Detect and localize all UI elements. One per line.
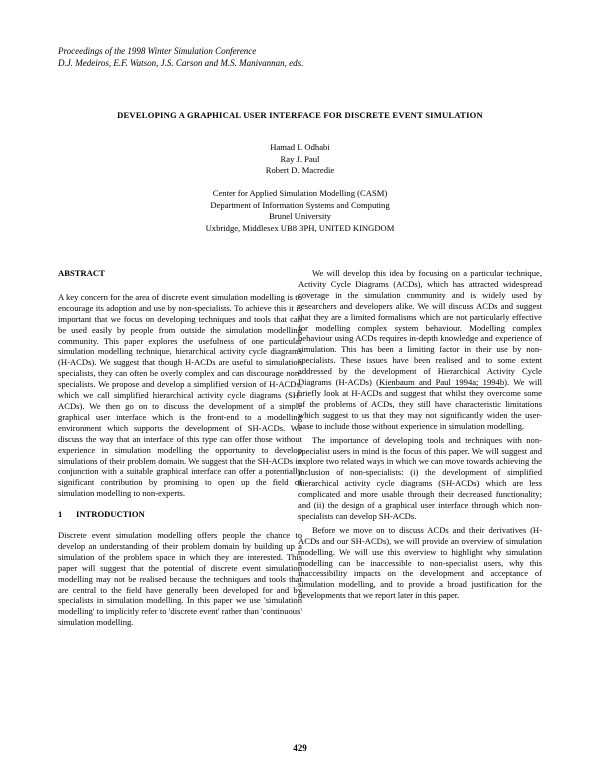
right-column <box>298 268 542 601</box>
proceedings-line-1: Proceedings of the 1998 Winter Simulation Conference <box>58 46 257 56</box>
affiliation-line: Center for Applied Simulation Modelling (CASM) <box>212 188 388 198</box>
affiliation-line: Department of Information Systems and Computing <box>210 199 390 210</box>
abstract-text: A key concern for the area of discrete event simulation modelling is to encourage its adoption and use by non-specialists. To achieve this it is important that we focus on developing techniques and tools that can be used easily by people from outside the simulation modelling community. This paper explores the usefulness of one particular simulation modelling technique, hierarchical activity cycle diagrams (H-ACDs). We suggest that though H-ACDs are useful to simulation specialists, they can often be overly complex and can discourage non-specialists. We propose and develop a simplified version of H-ACDs, which we call simplified hierarchical activity cycle diagrams (SH-ACDs). We then go on to discuss the development of a simple graphical user interface which is the front-end to a modelling environment which supports the development of SH-ACDs. We discuss the way that an interface of this type can offer those without experience in simulation modelling the opportunity to develop simulations of their problem domain. We suggest that the SH-ACDs in conjunction with a suitable graphical interface can offer a potentially significant contribution by promising to open up the field of simulation modelling to non-experts. <box>58 291 302 499</box>
proceedings-header <box>58 45 538 69</box>
paragraph-acd-overview <box>298 268 542 432</box>
citation-link[interactable]: Kienbaum and Paul 1994a; 1994b <box>378 377 505 388</box>
page-number: 429 <box>293 743 307 753</box>
section-number: 1 <box>58 509 63 520</box>
author-list <box>100 142 500 177</box>
section-title: INTRODUCTION <box>76 509 145 520</box>
author-name: Robert D. Macredie <box>265 165 335 175</box>
author-name: Ray J. Paul <box>280 153 320 164</box>
left-column <box>58 268 302 628</box>
affiliation-line: Uxbridge, Middlesex UB8 3PH, UNITED KINGDOM <box>205 222 395 233</box>
paragraph-text: We will develop this idea by focusing on a particular technique, Activity Cycle Diagrams (ACDs), which has attracted widespread coverage in the simulation community and is widely used by researchers and developers alike. We will discuss ACDs and suggest that they are a limited formalisms which are not particularly effective for modelling complex system behaviour. Modelling complex behaviour using ACDs requires in-depth knowledge and experience of simulation. This has been a limiting factor in their use by non-specialists. These issues have been realised and to some extent addressed by the development of Hierarchical Activity Cycle Diagrams (H-ACDs) ( <box>298 268 542 388</box>
paragraph-non-specialists: The importance of developing tools and techniques with non-specialist users in mind is the focus of this paper. We will suggest and explore two related ways in which we can move towards achieving the inclusion of non-specialists: (i) the development of simplified hierarchical activity cycle diagrams (SH-ACDs) which are less complicated and more usable through their decreased functionality; and (ii) the design of a graphical user interface through which non-specialists can develop SH-ACDs. <box>298 434 542 521</box>
author-name: Hamad I. Odhabi <box>270 142 330 152</box>
affiliation-line: Brunel University <box>269 211 331 221</box>
paragraph-text: ). We will briefly look at H-ACDs and suggest that whilst they overcome some of the problems of ACDs, they still have characteristic limitations which suggest to us that they may not significantly widen the user-base to include those without experience in simulation modelling. <box>298 377 543 431</box>
section-heading-introduction <box>58 509 302 520</box>
proceedings-editors: D.J. Medeiros, E.F. Watson, J.S. Carson and M.S. Manivannan, eds. <box>58 58 304 68</box>
abstract-heading: ABSTRACT <box>58 268 105 278</box>
affiliation-block <box>100 188 500 234</box>
paper-title: DEVELOPING A GRAPHICAL USER INTERFACE FOR DISCRETE EVENT SIMULATION <box>117 110 483 120</box>
introduction-paragraph: Discrete event simulation modelling offers people the chance to develop an understanding of their problem domain by building up a simulation of the problem space in which they are interested. This paper will suggest that the potential of discrete event simulation modelling may not be realised because the techniques and tools that are central to the field have generally been developed for and by specialists in simulation modelling. In this paper we use 'simulation modelling' to implicitly refer to 'discrete event' rather than 'continuous' simulation modelling. <box>58 530 302 628</box>
paragraph-overview: Before we move on to discuss ACDs and their derivatives (H-ACDs and our SH-ACDs), we will provide an overview of simulation modelling. We will use this overview to highlight why simulation modelling can be inaccessible to non-specialist users, why this inaccessibility impacts on the development and acceptance of simulation modelling, and to provide a broad justification for the developments that we report later in this paper. <box>298 524 542 601</box>
